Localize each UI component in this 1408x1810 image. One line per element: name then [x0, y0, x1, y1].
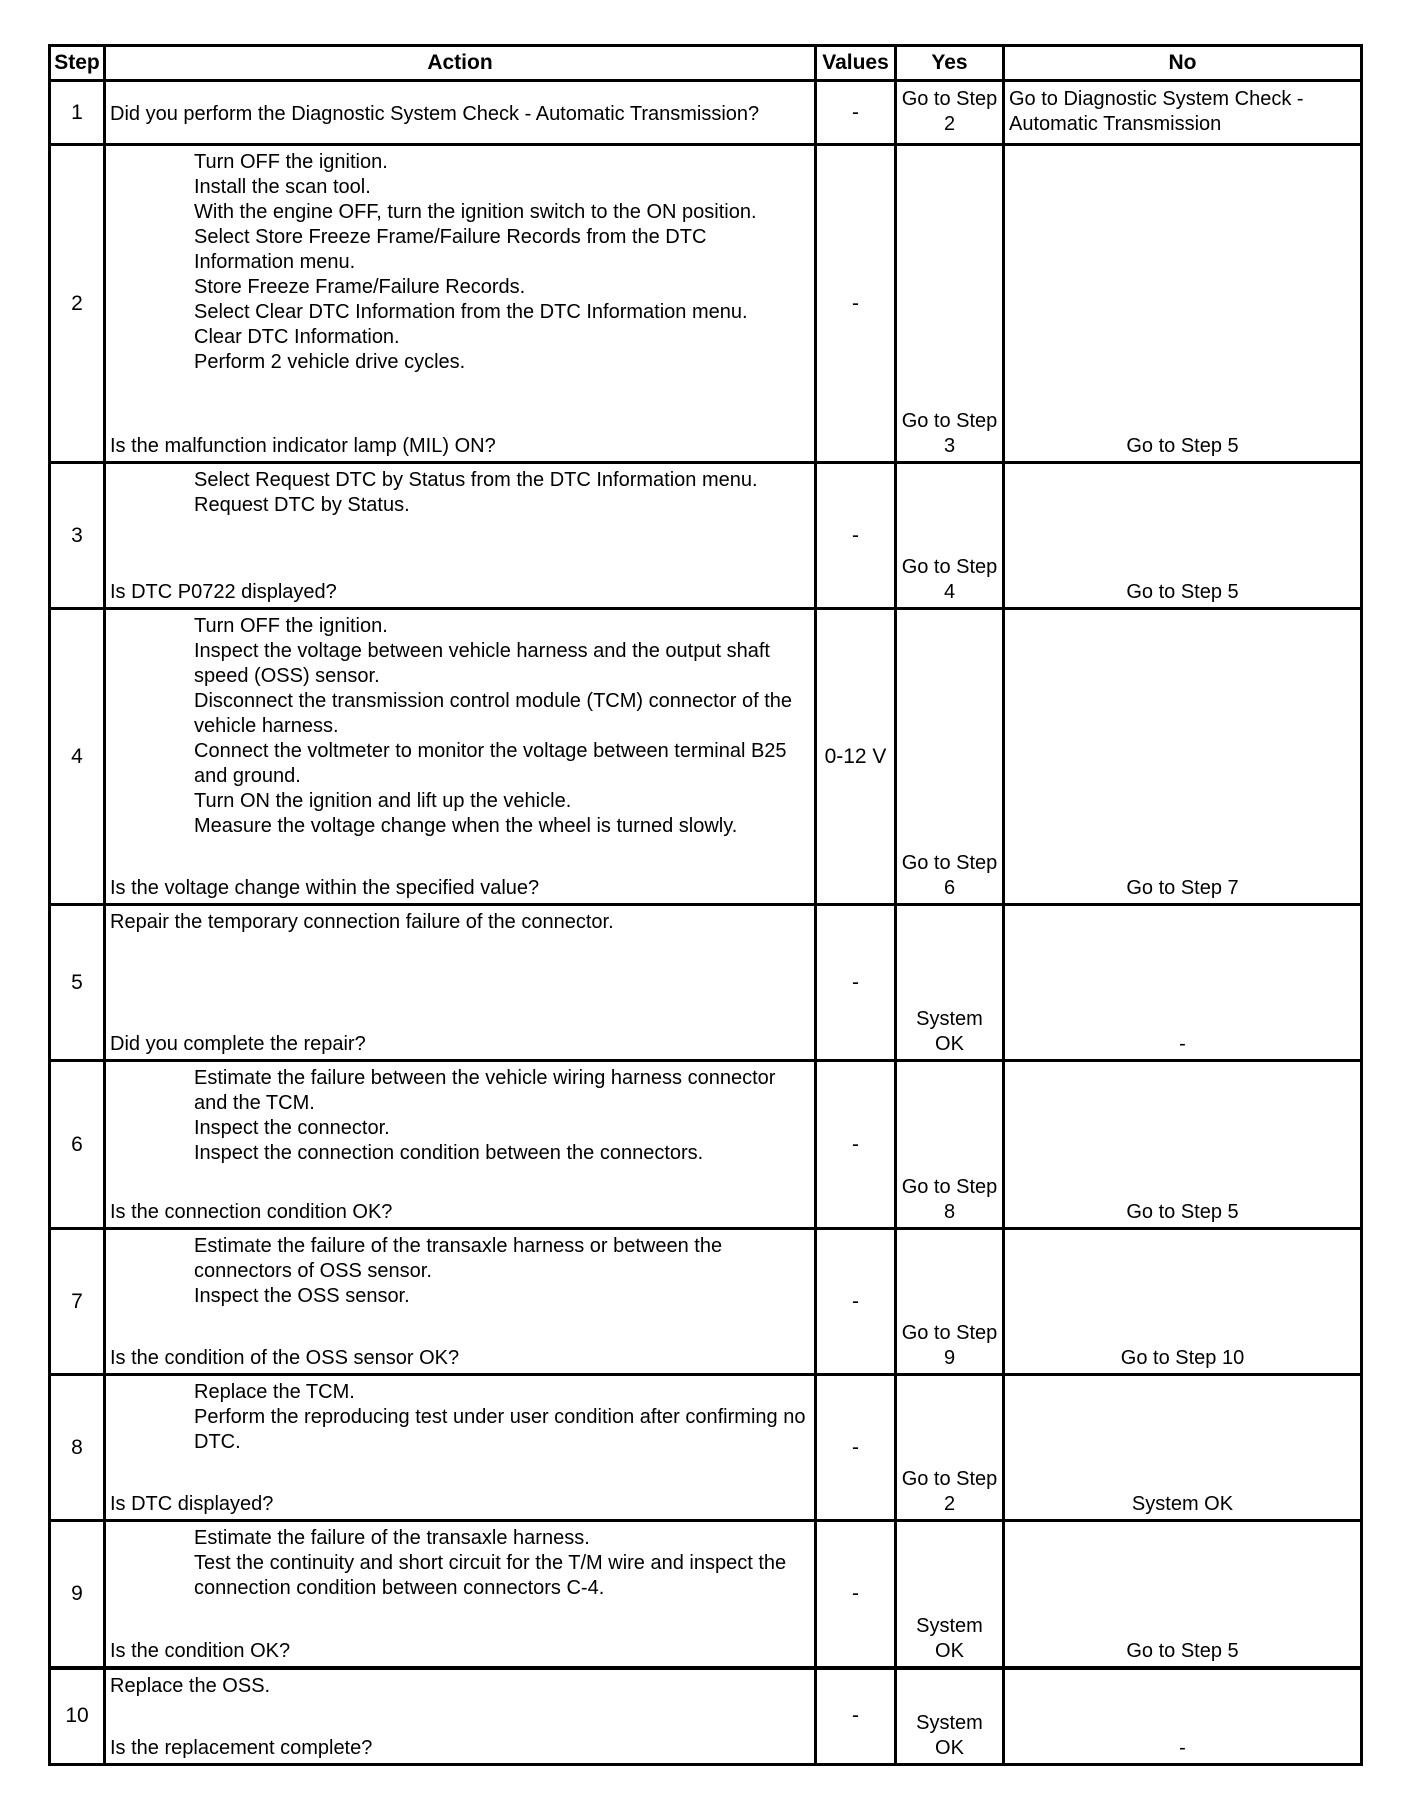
- action-content: [106, 464, 814, 607]
- yes-cell: [896, 145, 1004, 463]
- no-cell: Go to Step 5: [1004, 145, 1362, 463]
- action-content: [106, 1062, 814, 1227]
- header-action: Action: [105, 46, 816, 81]
- yes-target: Go to Step 6: [901, 852, 998, 899]
- step-number: 1: [50, 81, 105, 145]
- action-content: [106, 82, 814, 143]
- value-cell: -: [816, 1375, 896, 1521]
- action-cell: [105, 145, 816, 463]
- substep-item: Turn OFF the ignition.: [194, 615, 388, 637]
- table-body: [50, 81, 1362, 1765]
- action-question: Is the voltage change within the specified value?: [110, 877, 540, 899]
- substep-list: [106, 1376, 814, 1455]
- yes-cell: [896, 1229, 1004, 1375]
- yes-target: System OK: [916, 1614, 983, 1662]
- yes-cell: [896, 81, 1004, 145]
- table-row: [50, 145, 1362, 463]
- action-text: Repair the temporary connection failure of the connector.: [110, 911, 614, 933]
- action-content: [106, 906, 814, 1059]
- substep-item: Inspect the connector.: [194, 1117, 390, 1139]
- substep-item: Perform the reproducing test under user condition after confirming no DTC.: [194, 1406, 806, 1453]
- no-cell: Go to Step 5: [1004, 1521, 1362, 1668]
- action-cell: [105, 1375, 816, 1521]
- value-cell: 0-12 V: [816, 609, 896, 905]
- value-cell: -: [816, 463, 896, 609]
- yes-target: System OK: [916, 1008, 983, 1055]
- no-cell: Go to Step 10: [1004, 1229, 1362, 1375]
- substep-item: Store Freeze Frame/Failure Records.: [194, 276, 526, 298]
- substep-item: Estimate the failure between the vehicle wiring harness connector and the TCM.: [194, 1067, 776, 1114]
- header-no: No: [1004, 46, 1362, 81]
- table-row: [50, 81, 1362, 145]
- yes-cell: [896, 609, 1004, 905]
- action-question: Is DTC displayed?: [110, 1493, 274, 1515]
- action-question: Is the malfunction indicator lamp (MIL) ON?: [110, 435, 496, 457]
- substep-item: Inspect the voltage between vehicle harness and the output shaft speed (OSS) sensor.: [194, 640, 770, 687]
- step-number: 7: [50, 1229, 105, 1375]
- action-cell: [105, 1229, 816, 1375]
- substep-item: Turn OFF the ignition.: [194, 151, 388, 173]
- step-number: 9: [50, 1521, 105, 1668]
- table-row: [50, 905, 1362, 1061]
- value-cell: -: [816, 1229, 896, 1375]
- action-content: [106, 1376, 814, 1519]
- substep-item: Inspect the OSS sensor.: [194, 1285, 410, 1307]
- no-cell: Go to Step 5: [1004, 1061, 1362, 1229]
- value-cell: -: [816, 81, 896, 145]
- table-row: [50, 609, 1362, 905]
- substep-item: Disconnect the transmission control module (TCM) connector of the vehicle harness.: [194, 690, 793, 737]
- substep-list: [106, 1062, 814, 1166]
- action-question: Is the condition of the OSS sensor OK?: [110, 1347, 460, 1369]
- no-cell: System OK: [1004, 1375, 1362, 1521]
- header-row: [50, 46, 1362, 81]
- action-question: Is DTC P0722 displayed?: [110, 581, 337, 603]
- substep-item: Inspect the connection condition between the connectors.: [194, 1142, 704, 1164]
- yes-cell: [896, 1668, 1004, 1765]
- substep-item: Select Request DTC by Status from the DTC Information menu.: [194, 469, 758, 491]
- step-number: 6: [50, 1061, 105, 1229]
- yes-target: Go to Step 2: [901, 87, 998, 135]
- action-content: [106, 1670, 814, 1764]
- step-number: 2: [50, 145, 105, 463]
- action-question: Is the condition OK?: [110, 1639, 291, 1662]
- table-row: [50, 1375, 1362, 1521]
- action-content: [106, 146, 814, 461]
- action-cell: [105, 463, 816, 609]
- substep-item: Request DTC by Status.: [194, 494, 410, 516]
- substep-item: Test the continuity and short circuit for the T/M wire and inspect the connection condition between connectors C-4.: [194, 1552, 787, 1599]
- action-content: [106, 1230, 814, 1373]
- no-cell: Go to Diagnostic System Check - Automatic Transmission: [1004, 81, 1362, 145]
- step-number: 3: [50, 463, 105, 609]
- action-question: Did you complete the repair?: [110, 1033, 366, 1055]
- substep-item: Turn ON the ignition and lift up the vehicle.: [194, 790, 572, 812]
- substep-item: Estimate the failure of the transaxle harness or between the connectors of OSS sensor.: [194, 1235, 723, 1282]
- value-cell: -: [816, 1061, 896, 1229]
- yes-cell: [896, 905, 1004, 1061]
- yes-target: Go to Step 4: [901, 556, 998, 603]
- substep-list: [106, 146, 814, 375]
- no-cell: -: [1004, 1668, 1362, 1765]
- action-cell: [105, 1668, 816, 1765]
- table-row: [50, 1521, 1362, 1668]
- substep-item: With the engine OFF, turn the ignition switch to the ON position.: [194, 201, 757, 223]
- substep-item: Estimate the failure of the transaxle harness.: [194, 1527, 590, 1549]
- yes-target: Go to Step 2: [901, 1468, 998, 1515]
- substep-list: [106, 610, 814, 839]
- step-number: 10: [50, 1668, 105, 1765]
- table-row: [50, 1061, 1362, 1229]
- value-cell: -: [816, 905, 896, 1061]
- diagnostic-table: [48, 44, 1363, 1766]
- no-cell: Go to Step 7: [1004, 609, 1362, 905]
- action-cell: [105, 1061, 816, 1229]
- no-cell: Go to Step 5: [1004, 463, 1362, 609]
- yes-target: System OK: [916, 1712, 983, 1759]
- substep-item: Install the scan tool.: [194, 176, 371, 198]
- substep-list: [106, 1522, 814, 1601]
- action-cell: [105, 1521, 816, 1668]
- step-number: 4: [50, 609, 105, 905]
- action-content: [106, 610, 814, 903]
- value-cell: -: [816, 145, 896, 463]
- yes-cell: [896, 1061, 1004, 1229]
- substep-list: [106, 464, 814, 518]
- substep-item: Select Store Freeze Frame/Failure Records from the DTC Information menu.: [194, 226, 707, 273]
- header-values: Values: [816, 46, 896, 81]
- substep-item: Select Clear DTC Information from the DTC Information menu.: [194, 301, 748, 323]
- action-text: Replace the OSS.: [110, 1674, 271, 1697]
- action-text: Did you perform the Diagnostic System Check - Automatic Transmission?: [110, 103, 760, 125]
- step-number: 8: [50, 1375, 105, 1521]
- action-question: Is the connection condition OK?: [110, 1201, 393, 1223]
- substep-item: Perform 2 vehicle drive cycles.: [194, 351, 466, 373]
- header-yes: Yes: [896, 46, 1004, 81]
- yes-cell: [896, 1521, 1004, 1668]
- substep-item: Clear DTC Information.: [194, 326, 400, 348]
- yes-target: Go to Step 9: [901, 1322, 998, 1369]
- substep-list: [106, 1230, 814, 1309]
- action-content: [106, 1522, 814, 1666]
- header-step: Step: [50, 46, 105, 81]
- yes-target: Go to Step 3: [901, 410, 998, 457]
- table-row: [50, 1229, 1362, 1375]
- yes-cell: [896, 1375, 1004, 1521]
- step-number: 5: [50, 905, 105, 1061]
- action-question: Is the replacement complete?: [110, 1737, 373, 1759]
- table-row: [50, 1668, 1362, 1765]
- substep-item: Measure the voltage change when the wheel is turned slowly.: [194, 815, 738, 837]
- no-cell: -: [1004, 905, 1362, 1061]
- table-row: [50, 463, 1362, 609]
- action-cell: [105, 609, 816, 905]
- action-cell: [105, 81, 816, 145]
- substep-item: Replace the TCM.: [194, 1381, 355, 1403]
- yes-target: Go to Step 8: [901, 1176, 998, 1223]
- value-cell: -: [816, 1668, 896, 1765]
- value-cell: -: [816, 1521, 896, 1668]
- yes-cell: [896, 463, 1004, 609]
- action-cell: [105, 905, 816, 1061]
- substep-item: Connect the voltmeter to monitor the voltage between terminal B25 and ground.: [194, 740, 787, 787]
